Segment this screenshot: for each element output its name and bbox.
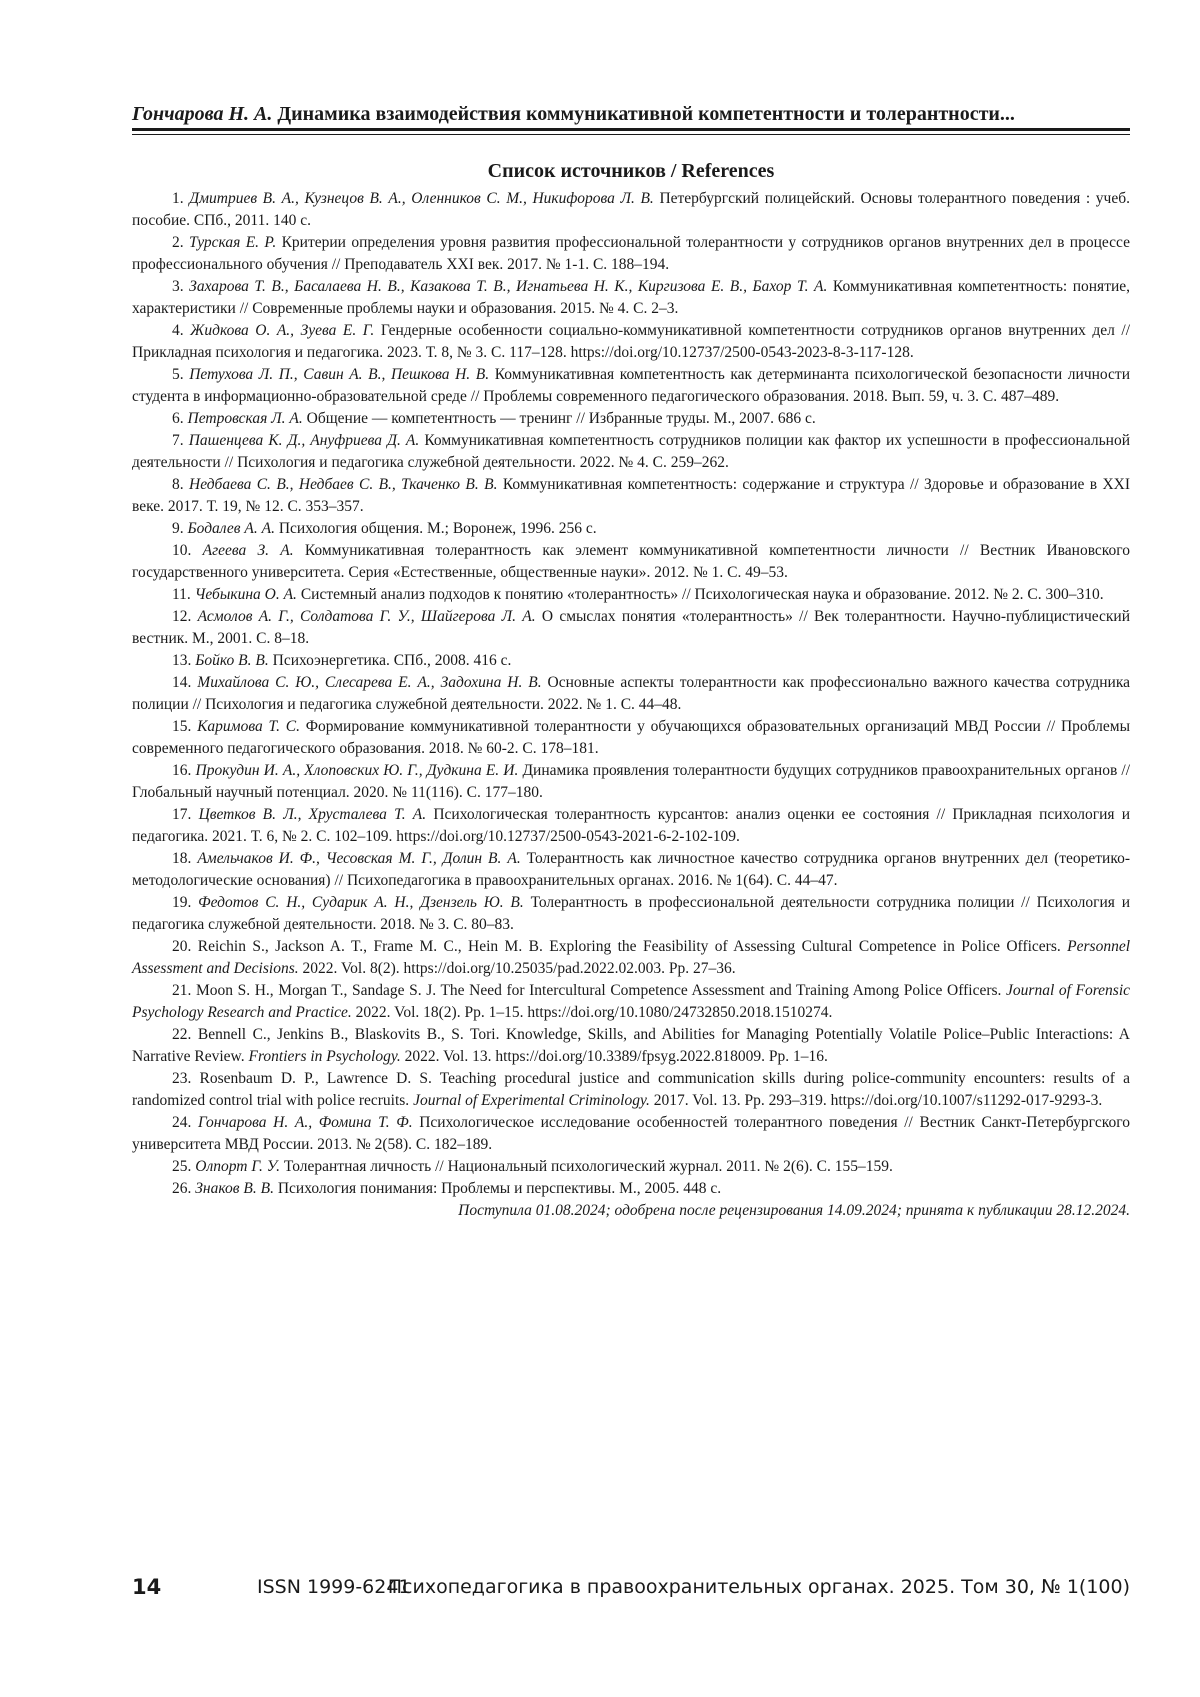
reference-number: 16.	[172, 762, 191, 779]
reference-item	[132, 518, 1130, 540]
reference-number: 9.	[172, 520, 184, 537]
reference-item	[132, 474, 1130, 518]
reference-authors: Михайлова С. Ю., Слесарева Е. А., Задохина Н. В.	[197, 674, 541, 691]
page-number: 14	[132, 1572, 161, 1602]
header-rule-thick	[132, 128, 1130, 131]
reference-journal: Journal of Experimental Criminology.	[413, 1092, 650, 1109]
reference-item	[132, 430, 1130, 474]
reference-text: Толерантность как личностное качество сотрудника органов внутренних дел (теоретико-методологические основания) // Психопедагогика в правоохранительных органах. 2016. № 1(64). С. 44–47.	[132, 850, 1130, 889]
reference-authors: Федотов С. Н., Сударик А. Н., Дзензель Ю. В.	[198, 894, 524, 911]
reference-item	[132, 1112, 1130, 1156]
reference-item	[132, 892, 1130, 936]
reference-authors: Пашенцева К. Д., Ануфриева Д. А.	[189, 432, 420, 449]
reference-authors: Олпорт Г. У.	[195, 1158, 280, 1175]
reference-item	[132, 188, 1130, 232]
reference-journal: Personnel Assessment and Decisions.	[132, 938, 1130, 977]
reference-number: 15.	[172, 718, 191, 735]
reference-text: Психоэнергетика. СПб., 2008. 416 с.	[273, 652, 512, 669]
reference-text: Коммуникативная компетентность как детерминанта психологической безопасности личности студента в информационно-образовательной среде // Проблемы современного педагогического образования. 2018. Вып. 59, ч. 3. С. 487–489.	[132, 366, 1130, 405]
reference-text: Коммуникативная компетентность: понятие, характеристики // Современные проблемы науки и образования. 2015. № 4. С. 2–3.	[132, 278, 1130, 317]
reference-item	[132, 276, 1130, 320]
page-footer	[132, 1572, 1130, 1602]
reference-item	[132, 1178, 1130, 1200]
reference-authors: Знаков В. В.	[195, 1180, 274, 1197]
reference-text: Критерии определения уровня развития профессиональной толерантности у сотрудников органов внутренних дел в процессе профессионального обучения // Преподаватель XXI век. 2017. № 1-1. С. 188–194.	[132, 234, 1130, 273]
reference-authors: Дмитриев В. А., Кузнецов В. А., Оленников С. М., Никифорова Л. В.	[189, 190, 654, 207]
reference-number: 25.	[172, 1158, 191, 1175]
reference-item	[132, 606, 1130, 650]
reference-details: 2017. Vol. 13. Pp. 293–319. https://doi.org/10.1007/s11292-017-9293-3.	[654, 1092, 1103, 1109]
reference-text: Гендерные особенности социально-коммуникативной компетентности сотрудников органов внутренних дел // Прикладная психология и педагогика. 2023. Т. 8, № 3. С. 117–128. https://doi.org/10.12737/2500-0543-2023-8-3-117-128.	[132, 322, 1130, 361]
header-rule-thin	[132, 134, 1130, 135]
reference-number: 12.	[172, 608, 191, 625]
reference-text: Rosenbaum D. P., Lawrence D. S. Teaching procedural justice and communication skills during police-community encounters: results of a randomized control trial with police recruits.	[132, 1070, 1130, 1109]
reference-journal: Frontiers in Psychology.	[249, 1048, 401, 1065]
reference-number: 13.	[172, 652, 191, 669]
reference-text: Психология понимания: Проблемы и перспективы. М., 2005. 448 с.	[278, 1180, 721, 1197]
references-title: Список источников / References	[132, 158, 1130, 184]
reference-item	[132, 364, 1130, 408]
reference-text: Общение — компетентность — тренинг // Избранные труды. М., 2007. 686 с.	[307, 410, 816, 427]
reference-text: Коммуникативная компетентность сотрудников полиции как фактор их успешности в профессиональной деятельности // Психология и педагогика служебной деятельности. 2022. № 4. С. 259–262.	[132, 432, 1130, 471]
reference-item	[132, 980, 1130, 1024]
reference-authors: Гончарова Н. А., Фомина Т. Ф.	[198, 1114, 413, 1131]
reference-number: 5.	[172, 366, 184, 383]
reference-number: 7.	[172, 432, 184, 449]
reference-item	[132, 760, 1130, 804]
reference-number: 10.	[172, 542, 191, 559]
received-dates: Поступила 01.08.2024; одобрена после рецензирования 14.09.2024; принята к публикации 28.12.2024.	[132, 1200, 1130, 1222]
references-list	[132, 188, 1130, 1222]
reference-number: 20.	[172, 938, 191, 955]
reference-item	[132, 584, 1130, 606]
reference-authors: Цветков В. Л., Хрусталева Т. А.	[199, 806, 427, 823]
reference-item	[132, 1024, 1130, 1068]
reference-text: Психологическое исследование особенностей толерантного поведения // Вестник Санкт-Петербургского университета МВД России. 2013. № 2(58). С. 182–189.	[132, 1114, 1130, 1153]
reference-item	[132, 716, 1130, 760]
reference-number: 18.	[172, 850, 191, 867]
reference-number: 22.	[172, 1026, 191, 1043]
reference-authors: Недбаева С. В., Недбаев С. В., Ткаченко В. В.	[189, 476, 497, 493]
reference-item	[132, 320, 1130, 364]
reference-text: Системный анализ подходов к понятию «толерантность» // Психологическая наука и образование. 2012. № 2. С. 300–310.	[301, 586, 1104, 603]
reference-text: Психология общения. М.; Воронеж, 1996. 256 с.	[279, 520, 597, 537]
reference-text: Психологическая толерантность курсантов: анализ оценки ее состояния // Прикладная психология и педагогика. 2021. Т. 6, № 2. С. 102–109. https://doi.org/10.12737/2500-0543-2021-6-2-102-109.	[132, 806, 1130, 845]
reference-number: 26.	[172, 1180, 191, 1197]
journal-citation: Психопедагогика в правоохранительных органах. 2025. Том 30, № 1(100)	[388, 1572, 1130, 1602]
reference-journal: Journal of Forensic Psychology Research and Practice.	[132, 982, 1130, 1021]
reference-item	[132, 804, 1130, 848]
reference-text: Коммуникативная компетентность: содержание и структура // Здоровье и образование в XXI веке. 2017. Т. 19, № 12. С. 353–357.	[132, 476, 1130, 515]
reference-number: 8.	[172, 476, 184, 493]
reference-item	[132, 1068, 1130, 1112]
reference-authors: Бодалев А. А.	[188, 520, 275, 537]
reference-details: 2022. Vol. 18(2). Pp. 1–15. https://doi.org/10.1080/24732850.2018.1510274.	[356, 1004, 833, 1021]
reference-item	[132, 1156, 1130, 1178]
reference-authors: Захарова Т. В., Басалаева Н. В., Казакова Т. В., Игнатьева Н. К., Киргизова Е. В., Бахор Т. А.	[189, 278, 827, 295]
reference-item	[132, 936, 1130, 980]
reference-authors: Чебыкина О. А.	[195, 586, 297, 603]
reference-text: Коммуникативная толерантность как элемент коммуникативной компетентности личности // Вестник Ивановского государственного университета. Серия «Естественные, общественные науки». 2012. № 1. С. 49–53.	[132, 542, 1130, 581]
reference-number: 19.	[172, 894, 191, 911]
reference-text: Основные аспекты толерантности как профессионально важного качества сотрудника полиции // Психология и педагогика служебной деятельности. 2022. № 1. С. 44–48.	[132, 674, 1130, 713]
reference-number: 17.	[172, 806, 191, 823]
reference-text: Динамика проявления толерантности будущих сотрудников правоохранительных органов // Глобальный научный потенциал. 2020. № 11(116). С. 177–180.	[132, 762, 1130, 801]
reference-number: 2.	[172, 234, 184, 251]
reference-authors: Асмолов А. Г., Солдатова Г. У., Шайгерова Л. А.	[198, 608, 536, 625]
reference-item	[132, 848, 1130, 892]
reference-item	[132, 672, 1130, 716]
reference-text: Moon S. H., Morgan T., Sandage S. J. The Need for Intercultural Competence Assessment and Training Among Police Officers.	[196, 982, 1001, 999]
reference-authors: Агеева З. А.	[203, 542, 294, 559]
issn: ISSN 1999-6241	[257, 1572, 411, 1602]
reference-authors: Бойко В. В.	[195, 652, 269, 669]
reference-item	[132, 408, 1130, 430]
running-head-title: Динамика взаимодействия коммуникативной компетентности и толерантности...	[277, 103, 1015, 125]
reference-number: 24.	[172, 1114, 191, 1131]
reference-number: 14.	[172, 674, 191, 691]
reference-details: 2022. Vol. 13. https://doi.org/10.3389/fpsyg.2022.818009. Pp. 1–16.	[405, 1048, 828, 1065]
running-head-author: Гончарова Н. А.	[132, 103, 272, 125]
reference-number: 1.	[172, 190, 184, 207]
reference-text: Формирование коммуникативной толерантности у обучающихся образовательных организаций МВД России // Проблемы современного педагогического образования. 2018. № 60-2. С. 178–181.	[132, 718, 1130, 757]
reference-text: Толерантность в профессиональной деятельности сотрудника полиции // Психология и педагогика служебной деятельности. 2018. № 3. С. 80–83.	[132, 894, 1130, 933]
reference-number: 4.	[172, 322, 184, 339]
reference-number: 11.	[172, 586, 191, 603]
reference-number: 23.	[172, 1070, 191, 1087]
reference-item	[132, 650, 1130, 672]
reference-text: Толерантная личность // Национальный психологический журнал. 2011. № 2(6). С. 155–159.	[284, 1158, 893, 1175]
reference-text: О смыслах понятия «толерантность» // Век толерантности. Научно-публицистический вестник. М., 2001. С. 8–18.	[132, 608, 1130, 647]
reference-number: 21.	[172, 982, 191, 999]
reference-item	[132, 232, 1130, 276]
reference-authors: Жидкова О. А., Зуева Е. Г.	[190, 322, 374, 339]
reference-authors: Прокудин И. А., Хлоповских Ю. Г., Дудкина Е. И.	[196, 762, 519, 779]
running-head	[132, 101, 1130, 127]
reference-authors: Турская Е. Р.	[189, 234, 276, 251]
reference-authors: Петухова Л. П., Савин А. В., Пешкова Н. В.	[189, 366, 489, 383]
reference-number: 3.	[172, 278, 184, 295]
reference-number: 6.	[172, 410, 184, 427]
reference-authors: Каримова Т. С.	[197, 718, 300, 735]
reference-text: Reichin S., Jackson A. T., Frame M. C., Hein M. B. Exploring the Feasibility of Assessing Cultural Competence in Police Officers.	[198, 938, 1061, 955]
reference-authors: Амельчаков И. Ф., Чесовская М. Г., Долин В. А.	[197, 850, 520, 867]
reference-authors: Петровская Л. А.	[188, 410, 303, 427]
reference-text: Петербургский полицейский. Основы толерантного поведения : учеб. пособие. СПб., 2011. 140 с.	[132, 190, 1130, 229]
reference-item	[132, 540, 1130, 584]
reference-text: Bennell C., Jenkins B., Blaskovits B., S. Tori. Knowledge, Skills, and Abilities for Managing Potentially Volatile Police–Public Interactions: A Narrative Review.	[132, 1026, 1130, 1065]
reference-details: 2022. Vol. 8(2). https://doi.org/10.25035/pad.2022.02.003. Pp. 27–36.	[303, 960, 736, 977]
